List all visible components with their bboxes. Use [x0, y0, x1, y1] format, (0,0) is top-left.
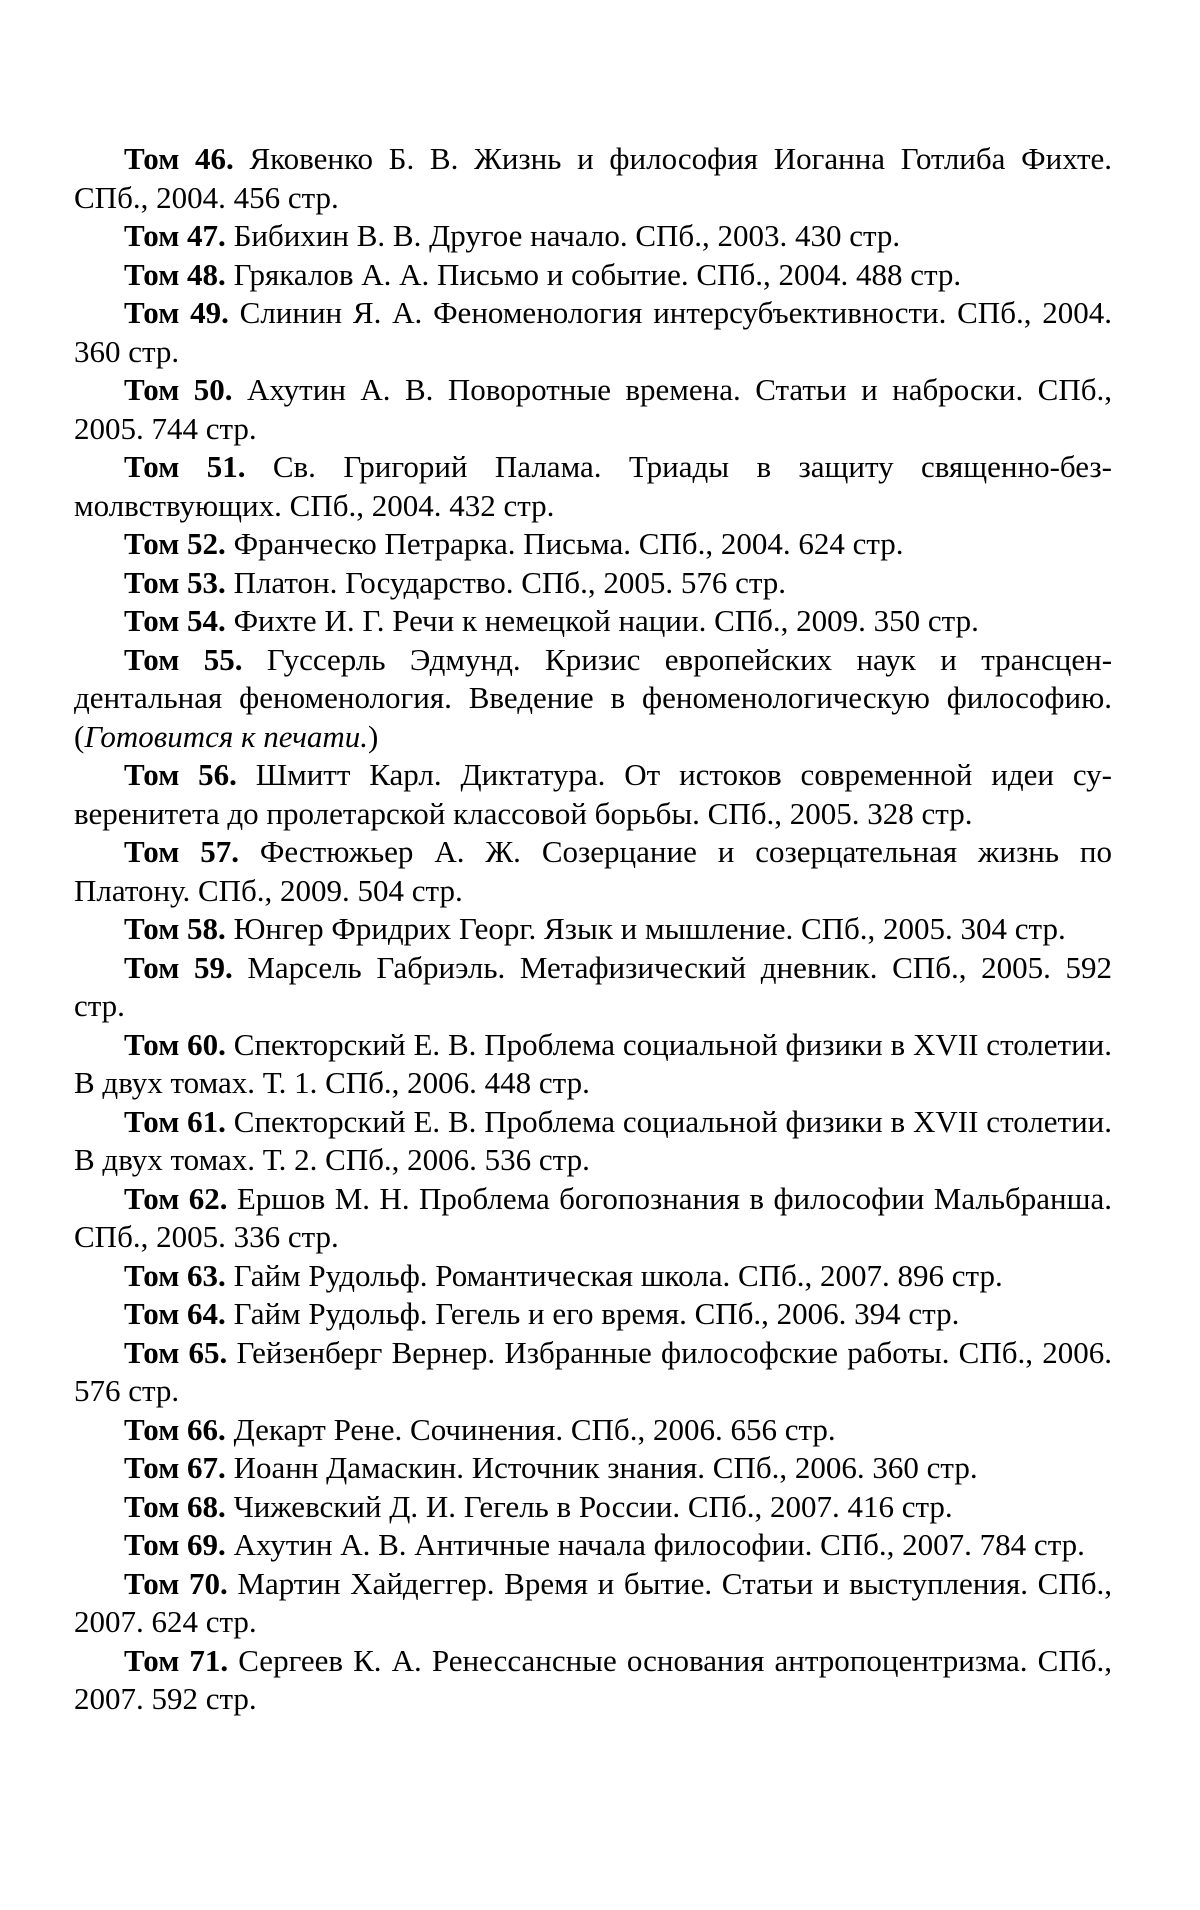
list-item-68 [74, 1488, 1112, 1527]
entry-text: Ершов М. Н. Проблема богопознания в философии Мальбранша. СПб., 2005. 336 стр. [74, 1180, 1112, 1254]
entry-text: Шмитт Карл. Диктатура. От истоков современной идеи суверенитета до пролетарской классовой борьбы. СПб., 2005. 328 стр. [74, 757, 1112, 831]
list-item-62 [74, 1180, 1112, 1257]
list-item-66 [74, 1411, 1112, 1450]
volume-number: Том 67. [124, 1450, 226, 1485]
volume-number: Том 54. [124, 603, 226, 638]
entry-text: Бибихин В. В. Другое начало. СПб., 2003. 430 стр. [225, 218, 901, 253]
list-item-48 [74, 256, 1112, 295]
entry-text: Гайм Рудольф. Романтическая школа. СПб., 2007. 896 стр. [225, 1257, 1003, 1293]
volume-number: Том 61. [124, 1103, 226, 1139]
entry-text: Слинин Я. А. Феноменология интерсубъективности. СПб., 2004. 360 стр. [74, 295, 1113, 369]
list-item-67 [74, 1449, 1112, 1488]
volume-number: Том 64. [124, 1296, 226, 1331]
list-item-50 [74, 371, 1112, 448]
list-item-56 [74, 756, 1112, 833]
volume-number: Том 69. [124, 1527, 226, 1562]
entry-text: Яковенко Б. В. Жизнь и философия Иоганна Готлиба Фихте. СПб., 2004. 456 стр. [74, 141, 1113, 215]
list-item-64 [74, 1295, 1112, 1334]
volume-number: Том 55. [124, 641, 243, 677]
list-item-70 [74, 1565, 1112, 1642]
entry-text: Франческо Петрарка. Письма. СПб., 2004. 624 стр. [225, 526, 904, 561]
volume-number: Том 50. [124, 372, 233, 407]
list-item-61 [74, 1103, 1112, 1180]
volume-number: Том 49. [124, 295, 229, 330]
volume-number: Том 52. [124, 526, 226, 561]
volume-number: Том 58. [124, 911, 226, 946]
volume-number: Том 63. [124, 1257, 226, 1293]
list-item-52 [74, 525, 1112, 564]
volume-number: Том 47. [124, 218, 226, 253]
entry-text-end: ) [368, 718, 379, 754]
entry-text: Ахутин А. В. Поворотные времена. Статьи и наброски. СПб., 2005. 744 стр. [74, 372, 1112, 446]
list-item-54 [74, 602, 1112, 641]
book-list-page [74, 140, 1112, 1719]
entry-text: Гуссерль Эдмунд. Кризис европейских наук и трансцендентальная феноменология. Введение в феноменологическую философию. ( [74, 641, 1113, 754]
volume-number: Том 57. [124, 834, 239, 869]
list-item-69 [74, 1526, 1112, 1565]
list-item-60 [74, 1026, 1112, 1103]
volume-number: Том 56. [124, 757, 237, 792]
list-item-63 [74, 1257, 1112, 1296]
volume-number: Том 66. [124, 1411, 226, 1447]
list-item-65 [74, 1334, 1112, 1411]
list-item-58 [74, 910, 1112, 949]
list-item-49 [74, 294, 1112, 371]
volume-number: Том 68. [124, 1488, 226, 1524]
list-item-57 [74, 833, 1112, 910]
entry-text: Фихте И. Г. Речи к немецкой нации. СПб., 2009. 350 стр. [225, 603, 979, 638]
entry-text: Декарт Рене. Сочинения. СПб., 2006. 656 стр. [225, 1411, 836, 1447]
entry-text: Фестюжьер А. Ж. Созерцание и созерцательная жизнь по Платону. СПб., 2009. 504 стр. [74, 834, 1112, 908]
volume-number: Том 71. [124, 1642, 229, 1678]
list-item-55 [74, 641, 1112, 757]
volume-number: Том 59. [124, 949, 233, 985]
entry-text: Ахутин А. В. Античные начала философии. СПб., 2007. 784 стр. [225, 1527, 1085, 1562]
list-item-46 [74, 140, 1112, 217]
list-item-51 [74, 448, 1112, 525]
volume-number: Том 51. [124, 449, 246, 484]
entry-text: Спекторский Е. В. Проблема социальной физики в XVII столетии. В двух томах. Т. 1. СПб., 2006. 448 стр. [74, 1026, 1112, 1100]
volume-number: Том 53. [124, 564, 226, 600]
volume-number: Том 65. [124, 1334, 228, 1370]
list-item-53 [74, 564, 1112, 603]
entry-text: Гейзенберг Вернер. Избранные философские работы. СПб., 2006. 576 стр. [74, 1334, 1113, 1408]
volume-number: Том 70. [124, 1565, 228, 1601]
list-item-71 [74, 1642, 1112, 1719]
entry-text: Юнгер Фридрих Георг. Язык и мышление. СПб., 2005. 304 стр. [225, 911, 1066, 946]
volume-number: Том 60. [124, 1026, 226, 1062]
entry-text: Мартин Хайдеггер. Время и бытие. Статьи и выступления. СПб., 2007. 624 стр. [74, 1565, 1113, 1639]
entry-text: Св. Григорий Палама. Триады в защиту священно-безмолвствующих. СПб., 2004. 432 стр. [74, 449, 1112, 523]
entry-text: Спекторский Е. В. Проблема социальной физики в XVII столетии. В двух томах. Т. 2. СПб., 2006. 536 стр. [74, 1103, 1112, 1177]
volume-number: Том 46. [124, 141, 234, 176]
entry-text: Марсель Габриэль. Метафизический дневник. СПб., 2005. 592 стр. [74, 949, 1113, 1023]
entry-text: Чижевский Д. И. Гегель в России. СПб., 2007. 416 стр. [225, 1488, 953, 1524]
list-item-47 [74, 217, 1112, 256]
volume-number: Том 62. [124, 1180, 228, 1216]
entry-text: Грякалов А. А. Письмо и событие. СПб., 2004. 488 стр. [225, 256, 962, 292]
forthcoming-note: Готовится к печати. [84, 718, 369, 754]
entry-text: Иоанн Дамаскин. Источник знания. СПб., 2006. 360 стр. [225, 1450, 978, 1485]
entry-text: Платон. Государство. СПб., 2005. 576 стр. [225, 564, 787, 600]
volume-number: Том 48. [124, 256, 226, 292]
list-item-59 [74, 949, 1112, 1026]
entry-text: Сергеев К. А. Ренессансные основания антропоцентризма. СПб., 2007. 592 стр. [74, 1642, 1112, 1716]
entry-text: Гайм Рудольф. Гегель и его время. СПб., 2006. 394 стр. [225, 1296, 960, 1331]
